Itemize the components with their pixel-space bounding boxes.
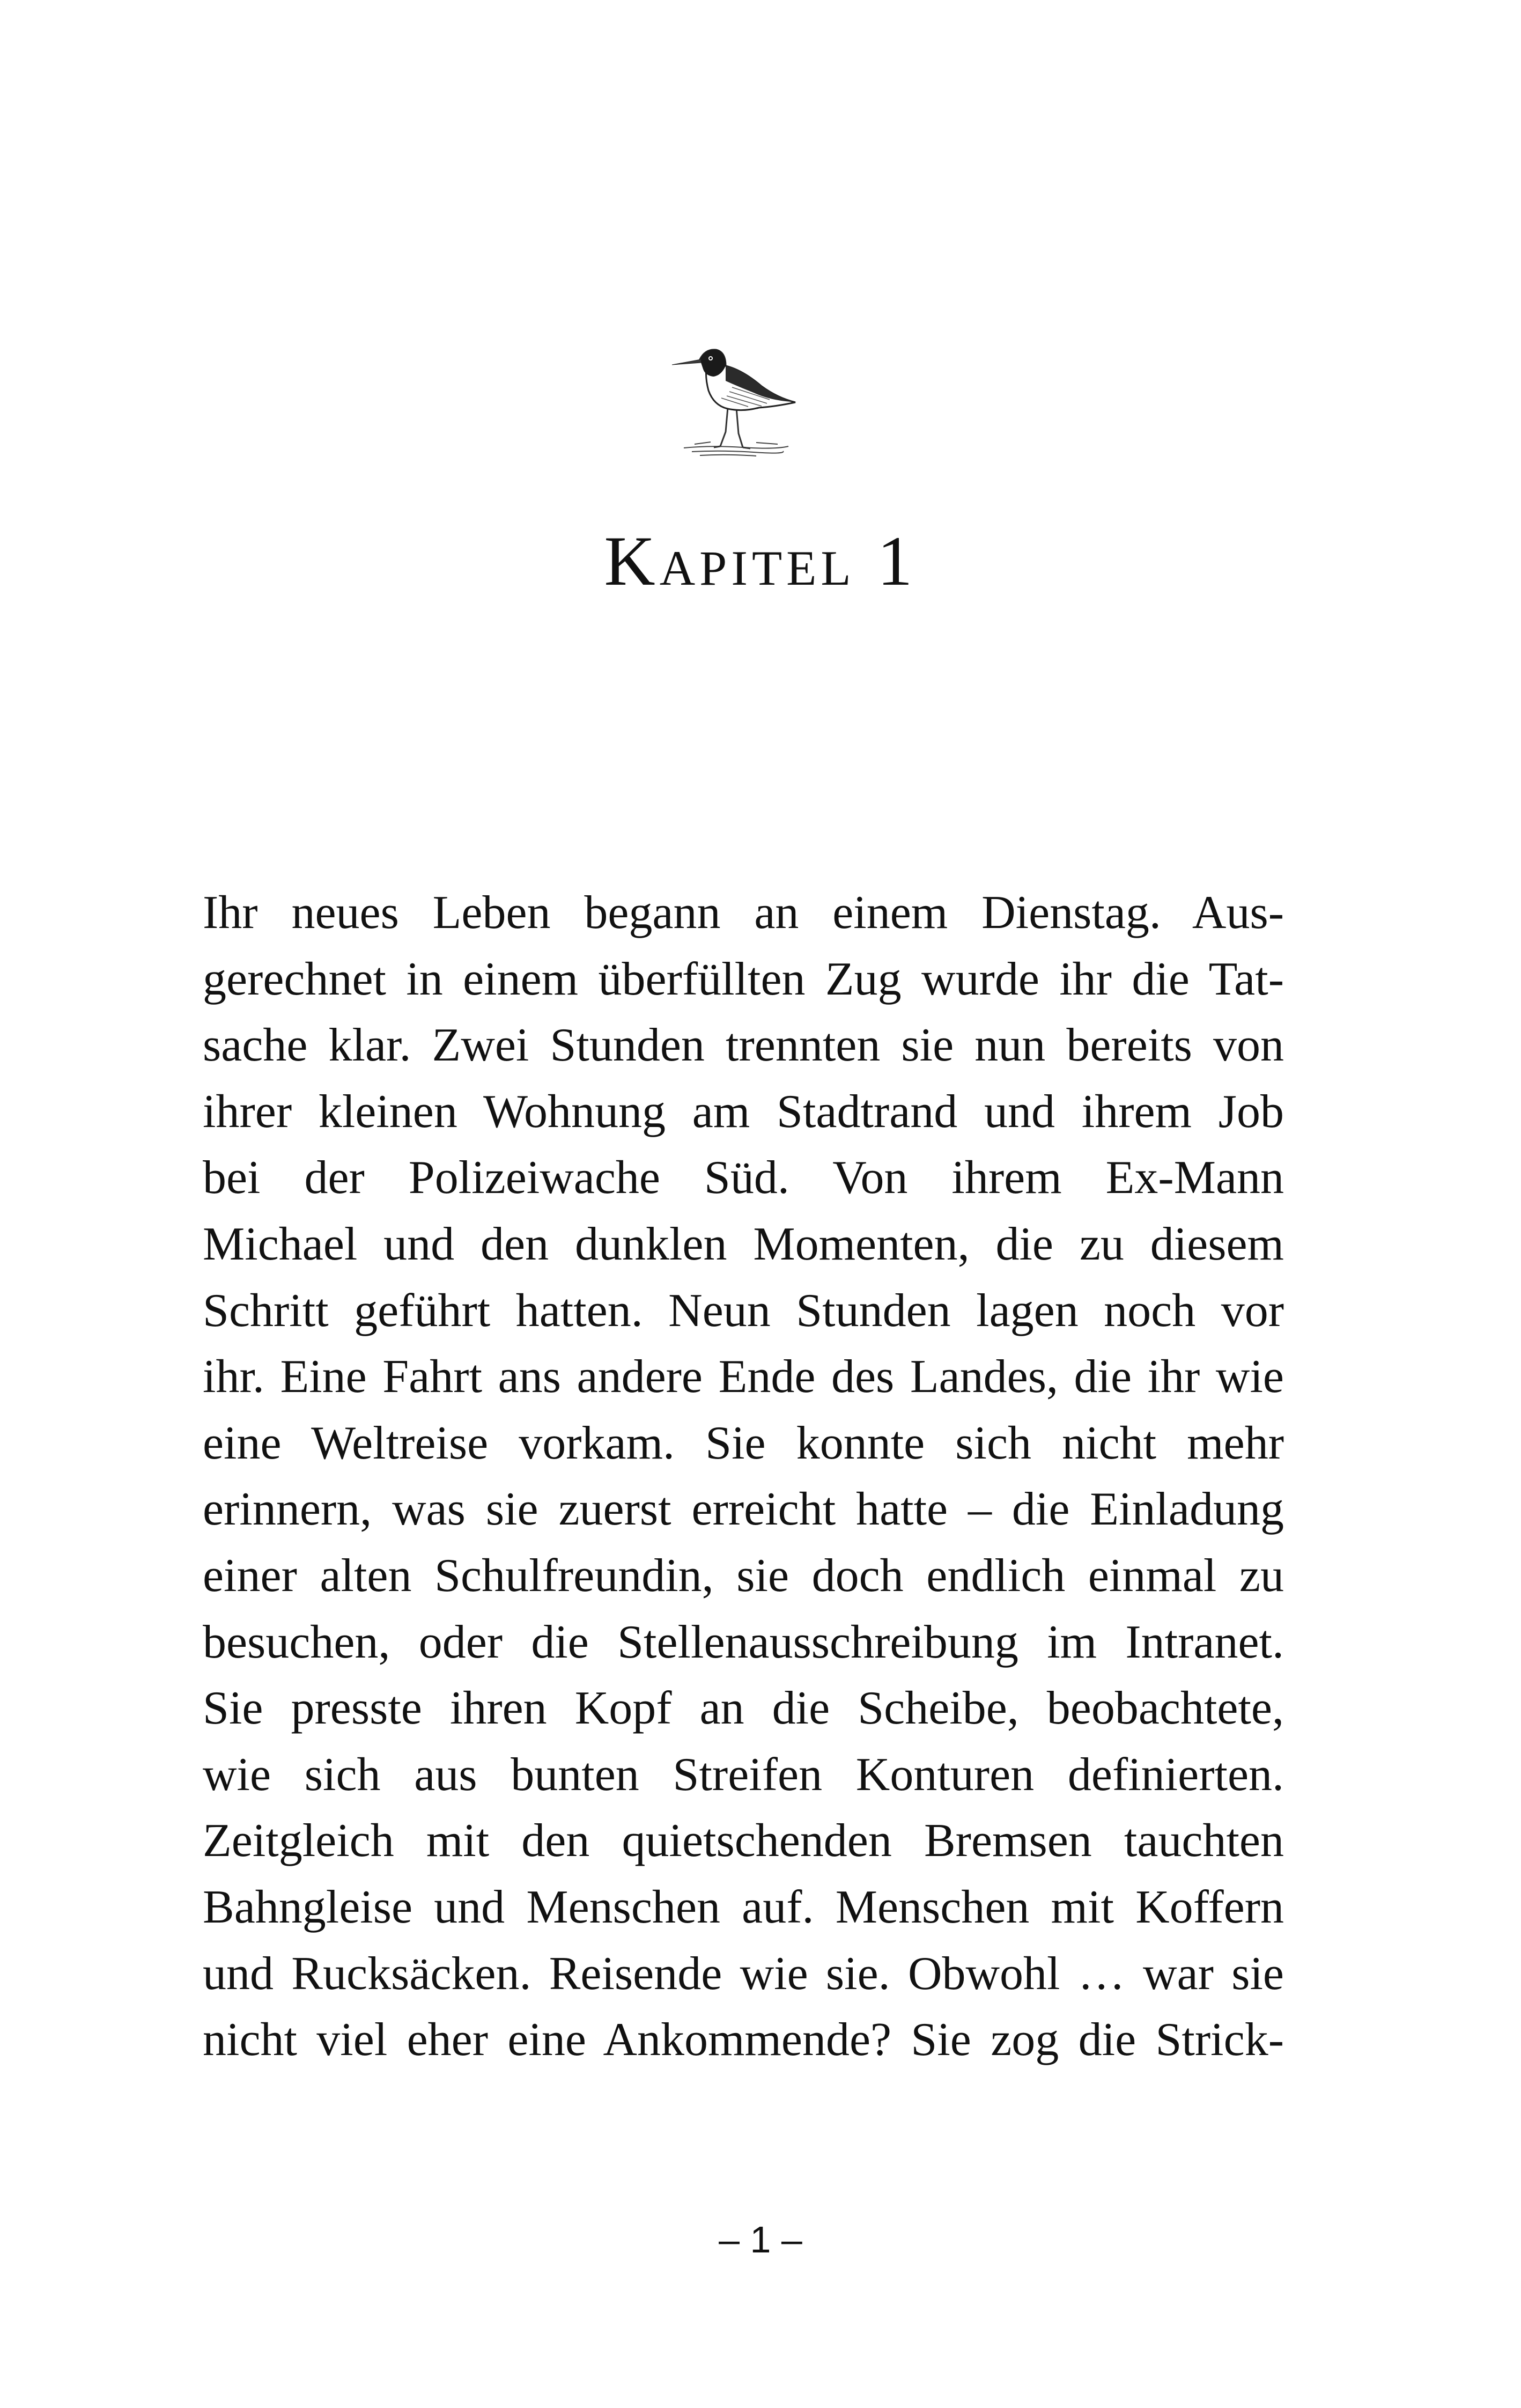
text-line: ihrer kleinen Wohnung am Stadtrand und ihrem Job [203, 1085, 1284, 1138]
text-line: einer alten Schulfreundin, sie doch endlich einmal zu [203, 1549, 1284, 1602]
text-line: bei der Polizeiwache Süd. Von ihrem Ex-Mann [203, 1152, 1284, 1204]
text-line: Sie presste ihren Kopf an die Scheibe, beobachtete, [203, 1682, 1284, 1735]
text-line: gerechnet in einem überfüllten Zug wurde ihr die Tat- [203, 953, 1284, 1005]
page-number: – 1 – [719, 2219, 802, 2260]
text-line: wie sich aus bunten Streifen Konturen definierten. [203, 1748, 1284, 1801]
text-line: und Rucksäcken. Reisende wie sie. Obwohl … war sie [203, 1947, 1284, 2000]
text-line: ihr. Eine Fahrt ans andere Ende des Landes, die ihr wie [203, 1351, 1284, 1403]
text-line: eine Weltreise vorkam. Sie konnte sich nicht mehr [203, 1417, 1284, 1469]
text-line: erinnern, was sie zuerst erreicht hatte – die Einladung [203, 1483, 1284, 1536]
text-line: sache klar. Zwei Stunden trennten sie nun bereits von [203, 1019, 1284, 1072]
oystercatcher-bird-icon [662, 327, 802, 461]
chapter-body-text [203, 880, 1284, 2073]
text-line: Bahngleise und Menschen auf. Menschen mit Koffern [203, 1881, 1284, 1933]
text-line: nicht viel eher eine Ankommende? Sie zog die Strick- [203, 2014, 1284, 2066]
text-line: Schritt geführt hatten. Neun Stunden lagen noch vor [203, 1284, 1284, 1337]
text-line: Zeitgleich mit den quietschenden Bremsen tauchten [203, 1815, 1284, 1867]
text-line: Ihr neues Leben begann an einem Dienstag. Aus- [203, 887, 1284, 939]
text-line: Michael und den dunklen Momenten, die zu diesem [203, 1218, 1284, 1270]
text-line: besuchen, oder die Stellenausschreibung im Intranet. [203, 1616, 1284, 1668]
chapter-title: Kapitel 1 [604, 521, 917, 600]
